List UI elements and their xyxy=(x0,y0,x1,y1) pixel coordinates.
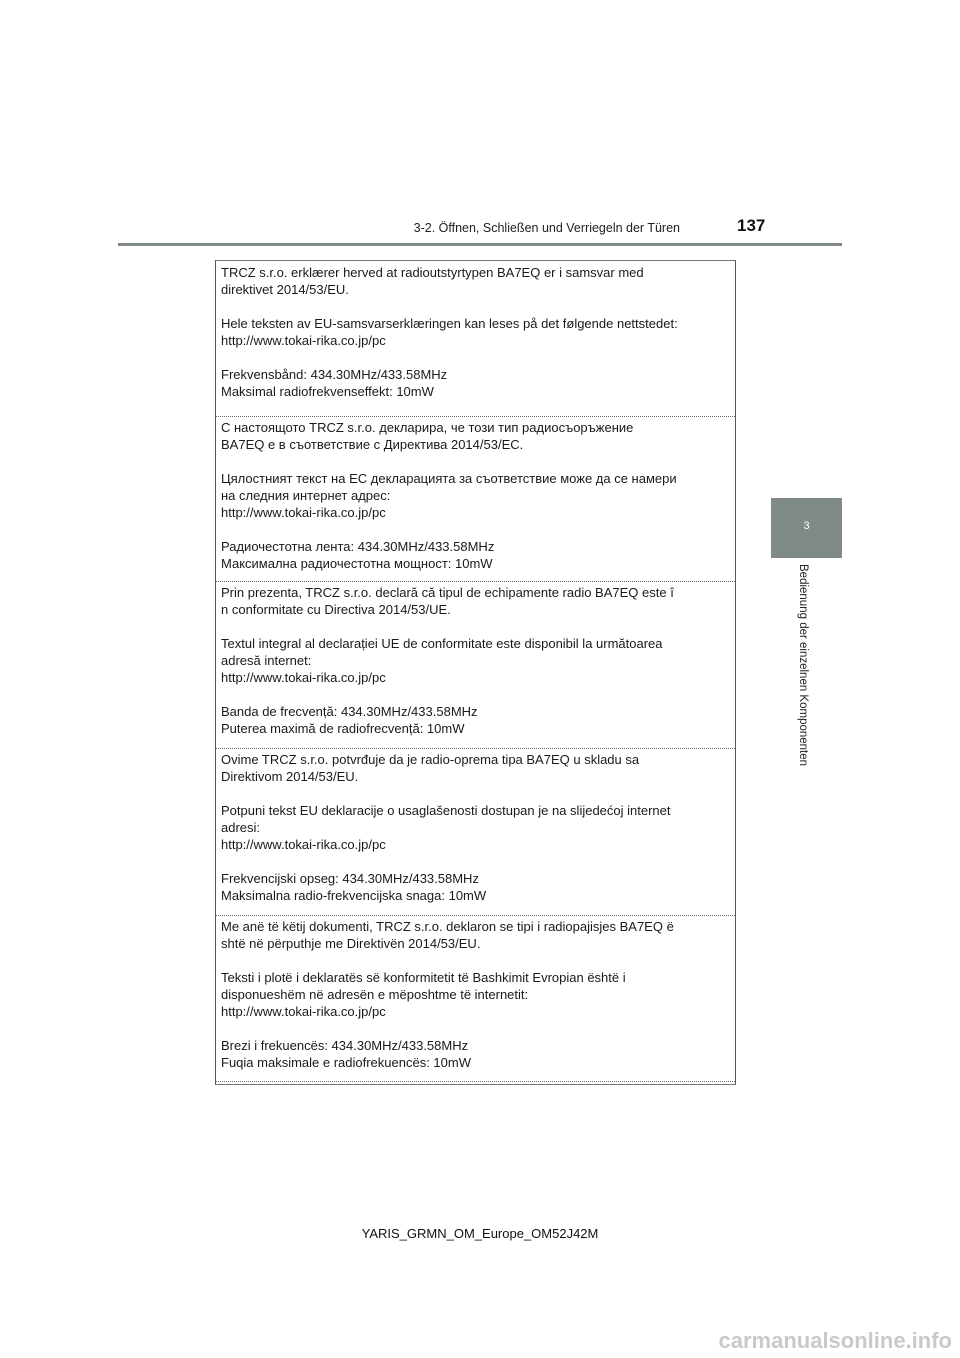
chapter-label-container xyxy=(797,564,813,804)
declaration-line: С настоящото TRCZ s.r.o. декларира, че този тип радиосъоръжение xyxy=(221,420,634,435)
watermark: carmanualsonline.info xyxy=(718,1328,952,1353)
page-number: 137 xyxy=(737,216,766,235)
declaration-line: TRCZ s.r.o. erklærer herved at radioutstyrtypen BA7EQ er i samsvar med xyxy=(221,265,644,280)
document-code: YARIS_GRMN_OM_Europe_OM52J42M xyxy=(361,1226,599,1241)
paragraph-gap xyxy=(221,298,733,315)
declaration-line: Hele teksten av EU-samsvarserklæringen kan leses på det følgende nettstedet: xyxy=(221,316,678,331)
chapter-label: Bedienung der einzelnen Komponenten xyxy=(797,564,809,767)
declaration-line: Fuqia maksimale e radiofrekuencës: 10mW xyxy=(221,1055,471,1070)
declaration-line: Prin prezenta, TRCZ s.r.o. declară că tipul de echipamente radio BA7EQ este î xyxy=(221,585,674,600)
header-divider xyxy=(118,243,842,246)
declaration-line: Textul integral al declarației UE de conformitate este disponibil la următoarea xyxy=(221,636,663,651)
paragraph-gap xyxy=(221,1020,733,1037)
paragraph-gap xyxy=(221,349,733,366)
declaration-line: disponueshëm në adresën e mëposhtme të internetit: xyxy=(221,987,529,1002)
declaration-line: http://www.tokai-rika.co.jp/pc xyxy=(221,1004,386,1019)
declaration-line: http://www.tokai-rika.co.jp/pc xyxy=(221,670,386,685)
declaration-line: Banda de frecvență: 434.30MHz/433.58MHz xyxy=(221,704,478,719)
declaration-line: n conformitate cu Directiva 2014/53/UE. xyxy=(221,602,451,617)
paragraph-gap xyxy=(221,853,733,870)
page-header xyxy=(0,0,960,250)
declaration-line: BA7EQ е в съответствие с Директива 2014/53/ЕС. xyxy=(221,437,524,452)
declaration-line: Direktivom 2014/53/EU. xyxy=(221,769,359,784)
declaration-line: http://www.tokai-rika.co.jp/pc xyxy=(221,333,386,348)
declaration-section xyxy=(216,264,735,400)
declaration-section xyxy=(216,419,735,572)
declaration-line: adresă internet: xyxy=(221,653,312,668)
declaration-line: Цялостният текст на ЕС декларацията за съответствие може да се намери xyxy=(221,471,677,486)
declaration-line: Puterea maximă de radiofrecvență: 10mW xyxy=(221,721,465,736)
declaration-line: http://www.tokai-rika.co.jp/pc xyxy=(221,505,386,520)
section-divider xyxy=(216,915,735,916)
section-divider xyxy=(216,748,735,749)
declaration-line: Frekvensbånd: 434.30MHz/433.58MHz xyxy=(221,367,448,382)
declaration-section xyxy=(216,751,735,904)
declaration-line: Радиочестотна лента: 434.30MHz/433.58MHz xyxy=(221,539,495,554)
section-divider xyxy=(216,416,735,417)
declaration-line: shtë në përputhje me Direktivën 2014/53/EU. xyxy=(221,936,481,951)
declaration-line: Maksimal radiofrekvenseffekt: 10mW xyxy=(221,384,434,399)
paragraph-gap xyxy=(221,686,733,703)
declaration-line: Me anë të këtij dokumenti, TRCZ s.r.o. deklaron se tipi i radiopajisjes BA7EQ ë xyxy=(221,919,674,934)
declaration-section xyxy=(216,918,735,1071)
declaration-line: Frekvencijski opseg: 434.30MHz/433.58MHz xyxy=(221,871,479,886)
declaration-line: direktivet 2014/53/EU. xyxy=(221,282,349,297)
chapter-tab xyxy=(771,498,842,558)
section-divider xyxy=(216,581,735,582)
declaration-line: http://www.tokai-rika.co.jp/pc xyxy=(221,837,386,852)
paragraph-gap xyxy=(221,785,733,802)
declaration-line: Teksti i plotë i deklaratës së konformitetit të Bashkimit Evropian është i xyxy=(221,970,626,985)
declaration-section xyxy=(216,584,735,737)
declaration-line: Максимална радиочестотна мощност: 10mW xyxy=(221,556,493,571)
declaration-line: Ovime TRCZ s.r.o. potvrđuje da je radio-oprema tipa BA7EQ u skladu sa xyxy=(221,752,640,767)
section-divider xyxy=(216,1081,735,1082)
paragraph-gap xyxy=(221,453,733,470)
declaration-line: Brezi i frekuencës: 434.30MHz/433.58MHz xyxy=(221,1038,469,1053)
declaration-box xyxy=(215,260,736,1085)
declaration-line: adresi: xyxy=(221,820,261,835)
declaration-line: на следния интернет адрес: xyxy=(221,488,391,503)
section-title: 3-2. Öffnen, Schließen und Verriegeln der Türen xyxy=(413,221,680,235)
paragraph-gap xyxy=(221,521,733,538)
declaration-line: Maksimalna radio-frekvencijska snaga: 10mW xyxy=(221,888,487,903)
chapter-number: 3 xyxy=(803,520,810,532)
paragraph-gap xyxy=(221,952,733,969)
declaration-line: Potpuni tekst EU deklaracije o usaglašenosti dostupan je na slijedećoj internet xyxy=(221,803,671,818)
paragraph-gap xyxy=(221,618,733,635)
